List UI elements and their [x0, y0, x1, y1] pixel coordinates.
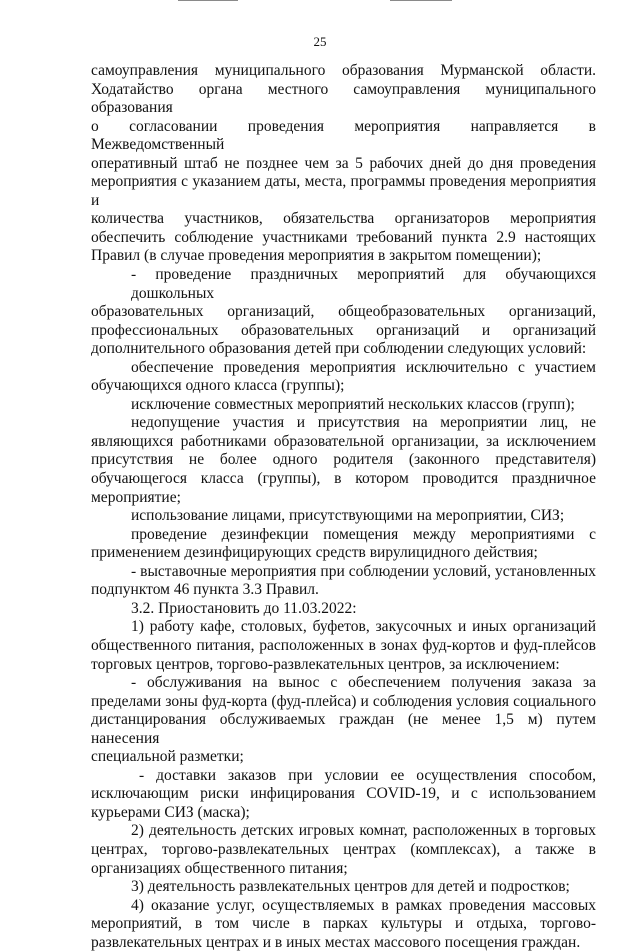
- text-line: о согласовании проведения мероприятия направляется в Межведомственный: [91, 117, 596, 154]
- text-line: подпунктом 46 пункта 3.3 Правил.: [91, 581, 319, 599]
- text-line: применением дезинфицирующих средств вирулицидного действия;: [91, 544, 538, 562]
- top-edge-mark: [390, 0, 452, 1]
- text-line: специальной разметки;: [91, 748, 244, 766]
- text-line: образовательных организаций, общеобразовательных организаций,: [91, 303, 596, 321]
- text-line: мероприятия с указанием даты, места, программы проведения мероприятия и: [91, 173, 596, 209]
- text-line: обучающихся одного класса (группы);: [91, 377, 345, 395]
- text-line: Правил (в случае проведения мероприятия в закрытом помещении);: [91, 247, 542, 265]
- text-line: обеспечить соблюдение участниками требований пункта 2.9 настоящих: [91, 228, 596, 246]
- text-line: профессиональных образовательных организаций и организаций: [91, 321, 596, 339]
- text-line: проведение дезинфекции помещения между мероприятиями с: [131, 525, 596, 543]
- text-line: - проведение праздничных мероприятий для обучающихся дошкольных: [131, 266, 596, 302]
- text-line: 3) деятельность развлекательных центров для детей и подростков;: [131, 878, 570, 896]
- text-line: 2) деятельность детских игровых комнат, расположенных в торговых: [131, 822, 596, 840]
- text-line: курьерами СИЗ (маска);: [91, 803, 250, 821]
- top-edge-mark: [178, 0, 238, 1]
- text-line: обеспечение проведения мероприятия исключительно с участием: [131, 358, 596, 376]
- text-line: использование лицами, присутствующими на мероприятии, СИЗ;: [131, 507, 565, 525]
- text-line: дистанцирования обслуживаемых граждан (не менее 1,5 м) путем нанесения: [91, 711, 596, 747]
- text-line: присутствия не более одного родителя (законного представителя): [91, 451, 596, 469]
- text-line: исключение совместных мероприятий нескольких классов (групп);: [131, 395, 575, 413]
- document-body: [91, 62, 596, 952]
- text-line: Ходатайство органа местного самоуправления муниципального образования: [91, 80, 596, 117]
- text-line: - доставки заказов при условии ее осуществления способом,: [139, 766, 596, 784]
- text-line: обучающегося класса (группы), в котором проводится праздничное: [91, 470, 596, 488]
- text-line: 3.2. Приостановить до 11.03.2022:: [131, 599, 357, 617]
- text-line: - обслуживания на вынос с обеспечением получения заказа за: [131, 674, 596, 692]
- text-line: самоуправления муниципального образования Мурманской области.: [91, 62, 596, 79]
- text-line: пределами зоны фуд-корта (фуд-плейса) и соблюдения условия социального: [91, 692, 596, 710]
- text-line: центрах, торгово-развлекательных центрах (комплексах), а также в: [91, 840, 596, 858]
- text-line: общественного питания, расположенных в зонах фуд-кортов и фуд-плейсов: [91, 636, 596, 654]
- text-line: мероприятие;: [91, 488, 181, 506]
- page-number: 25: [313, 34, 327, 49]
- text-line: организациях общественного питания;: [91, 859, 348, 877]
- text-line: количества участников, обязательства организаторов мероприятия: [91, 210, 596, 228]
- text-line: дополнительного образования детей при соблюдении следующих условий:: [91, 340, 587, 358]
- text-line: являющихся работниками образовательной организации, за исключением: [91, 432, 596, 450]
- text-line: недопущение участия и присутствия на мероприятии лиц, не: [131, 414, 596, 432]
- text-line: 4) оказание услуг, осуществляемых в рамках проведения массовых: [131, 896, 596, 914]
- text-line: - выставочные мероприятия при соблюдении условий, установленных: [131, 562, 596, 580]
- text-line: 1) работу кафе, столовых, буфетов, закусочных и иных организаций: [131, 618, 596, 636]
- text-line: мероприятий, в том числе в парках культуры и отдыха, торгово-: [91, 915, 596, 933]
- text-line: развлекательных центрах и в иных местах массового посещения граждан.: [91, 933, 581, 951]
- text-line: оперативный штаб не позднее чем за 5 рабочих дней до дня проведения: [91, 154, 596, 172]
- text-line: торговых центров, торгово-развлекательных центров, за исключением:: [91, 655, 560, 673]
- text-line: исключающим риски инфицирования COVID-19, и с использованием: [91, 785, 596, 803]
